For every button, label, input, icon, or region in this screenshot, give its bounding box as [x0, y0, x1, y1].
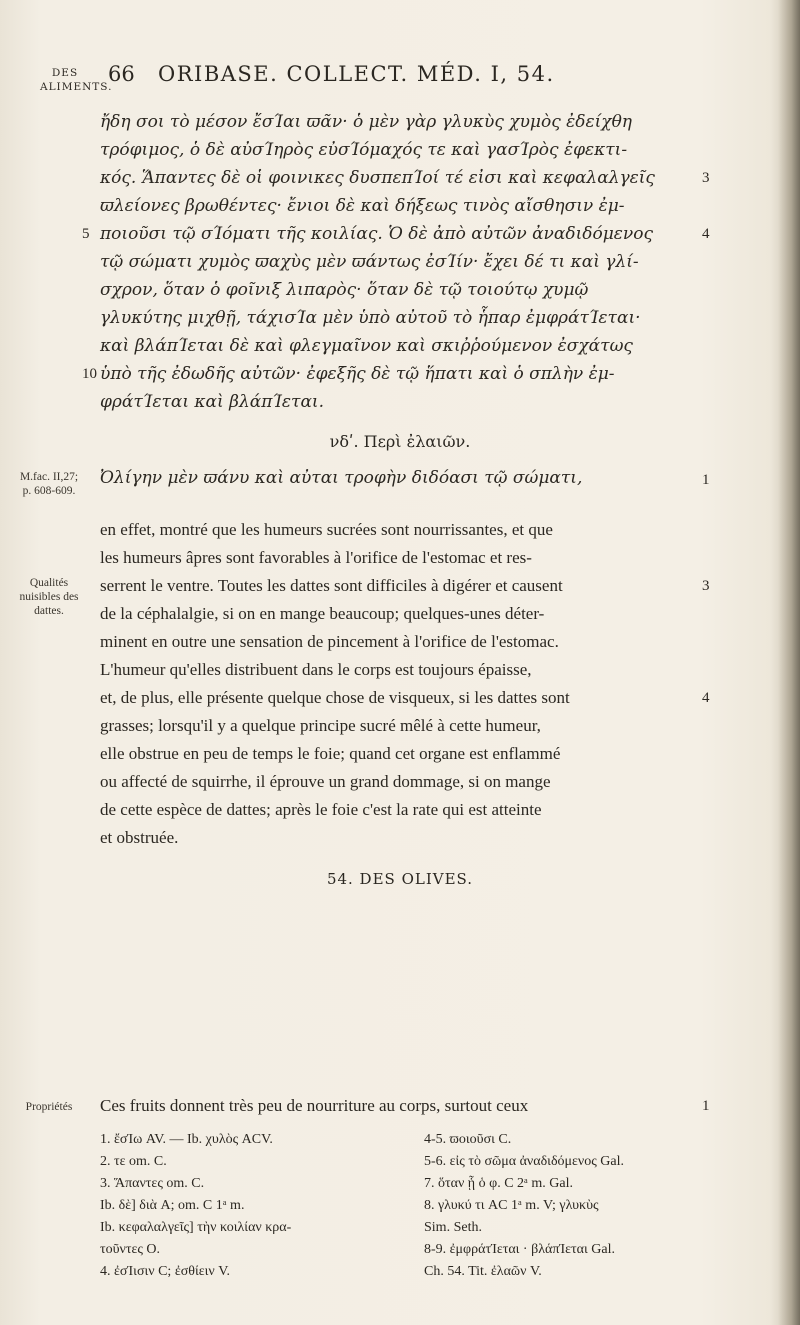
note-left: 1. ἔσΊω AV. — Ib. χυλὸς ACV. — [100, 1132, 273, 1147]
running-title: ORIBASE. COLLECT. MÉD. I, 54. — [158, 62, 555, 86]
note-left: Ib. δὲ] διὰ A; om. C 1ᵃ m. — [100, 1198, 245, 1213]
french-line: minent en outre une sensation de pincement à l'orifice de l'estomac. — [100, 632, 559, 651]
running-header — [30, 56, 750, 96]
french-line: elle obstrue en peu de temps le foie; quand cet organe est enflammé — [100, 744, 561, 763]
note-right: 5-6. εἰς τὸ σῶμα ἀναδιδόμενος Gal. — [424, 1154, 625, 1169]
greek-line: καὶ βλάπΊεται δὲ καὶ φλεγμαῖνον καὶ σκιῤῥούμενον ἐσχάτως — [100, 336, 633, 356]
greek-line: ποιοῦσι τῷ σΊόματι τῆς κοιλίας. Ὁ δὲ ἀπὸ αὐτῶν ἀναδιδόμενος — [100, 224, 654, 244]
margin-proprietes: Propriétés — [25, 1101, 73, 1113]
greek-line: ἤδη σοι τὸ μέσον ἔσΊαι ϖᾶν· ὁ μὲν γὰρ γλυκὺς χυμὸς ἐδείχθη — [100, 112, 632, 132]
note-right: 7. ὅταν ᾗ ὁ φ. C 2ᵃ m. Gal. — [424, 1176, 573, 1191]
greek-line: σχρον, ὅταν ὁ φοῖνιξ λιπαρὸς· ὅταν δὲ τῷ τοιούτῳ χυμῷ — [100, 280, 589, 300]
french-olives-line: Ces fruits donnent très peu de nourriture au corps, surtout ceux — [100, 1096, 529, 1115]
greek-line: ϖλείονες βρωθέντες· ἔνιοι δὲ καὶ δήξεως τινὸς αἴσθησιν ἐμ- — [100, 196, 625, 216]
greek-line: φράτΊεται καὶ βλάπΊεται. — [100, 392, 324, 412]
note-left: Ib. κεφαλαλγεῖς] τὴν κοιλίαν κρα- — [100, 1220, 292, 1235]
note-left: 4. ἐσΊισιν C; ἐσθίειν V. — [100, 1264, 230, 1279]
french-line: et, de plus, elle présente quelque chose de visqueux, si les dattes sont — [100, 688, 570, 707]
greek-line: κός. Ἅπαντες δὲ οἱ φοινικες δυσπεπΊοί τέ εἰσι καὶ κεφαλαλγεῖς — [100, 168, 655, 188]
note-right: Sim. Seth. — [424, 1220, 482, 1235]
note-right: 8-9. ἐμφράτΊεται · βλάπΊεται Gal. — [424, 1242, 615, 1257]
greek-line: γλυκύτης μιχθῇ, τάχισΊα μὲν ὑπὸ αὐτοῦ τὸ ἧπαρ ἐμφράτΊεται· — [100, 308, 641, 328]
line-number: 3 — [702, 578, 710, 594]
line-number: 4 — [702, 226, 710, 242]
line-number: 10 — [82, 366, 97, 382]
greek-section-title: νδʹ. Περὶ ἐλαιῶν. — [329, 432, 471, 451]
french-line: grasses; lorsqu'il y a quelque principe sucré mêlé à cette humeur, — [100, 716, 541, 735]
line-number: 3 — [702, 170, 710, 186]
header-left-label: DES ALIMENTS. — [40, 67, 113, 93]
note-right: 8. γλυκύ τι AC 1ᵃ m. V; γλυκὺς — [424, 1198, 599, 1213]
line-number: 4 — [702, 690, 710, 706]
margin-qualites: Qualités nuisibles des dattes. — [19, 577, 79, 617]
french-line: et obstruée. — [100, 828, 179, 847]
greek-olives-line: Ὀλίγην μὲν ϖάνυ καὶ αὐται τροφὴν διδόασι τῷ σώματι, — [100, 468, 583, 488]
french-line: ou affecté de squirrhe, il éprouve un grand dommage, si on mange — [100, 772, 551, 791]
french-line: en effet, montré que les humeurs sucrées sont nourrissantes, et que — [100, 520, 553, 539]
page-spine-shadow — [778, 0, 800, 1325]
line-number: 1 — [702, 1098, 710, 1114]
note-left: 2. τε om. C. — [100, 1154, 167, 1169]
french-line: de la céphalalgie, si on en mange beaucoup; quelques-unes déter- — [100, 604, 545, 623]
greek-line: τρόφιμος, ὁ δὲ αὐσΊηρὸς εὐσΊόμαχός τε καὶ γασΊρὸς ἐφεκτι- — [100, 140, 628, 160]
french-section-title: 54. DES OLIVES. — [326, 870, 474, 888]
note-right: 4-5. ϖοιοῦσι C. — [424, 1132, 512, 1147]
french-line: de cette espèce de dattes; après le foie c'est la rate qui est atteinte — [100, 800, 542, 819]
greek-line: τῷ σώματι χυμὸς ϖαχὺς μὲν ϖάντως ἐσΊίν· ἔχει δέ τι καὶ γλί- — [100, 252, 639, 272]
french-line: L'humeur qu'elles distribuent dans le corps est toujours épaisse, — [100, 660, 532, 679]
line-number: 1 — [702, 472, 710, 488]
line-number: 5 — [82, 226, 90, 242]
margin-reference: M.fac. II,27; p. 608-609. — [19, 471, 79, 497]
page-number: 66 — [108, 62, 135, 86]
note-right: Ch. 54. Tit. ἐλαῶν V. — [424, 1264, 542, 1279]
note-left: τοῦντες O. — [100, 1242, 161, 1257]
note-left: 3. Ἅπαντες om. C. — [100, 1176, 205, 1191]
french-line: serrent le ventre. Toutes les dattes sont difficiles à digérer et causent — [100, 576, 563, 595]
greek-line: ὑπὸ τῆς ἐδωδῆς αὐτῶν· ἐφεξῆς δὲ τῷ ἥπατι καὶ ὁ σπλὴν ἐμ- — [100, 364, 615, 384]
french-line: les humeurs âpres sont favorables à l'orifice de l'estomac et res- — [100, 548, 532, 567]
